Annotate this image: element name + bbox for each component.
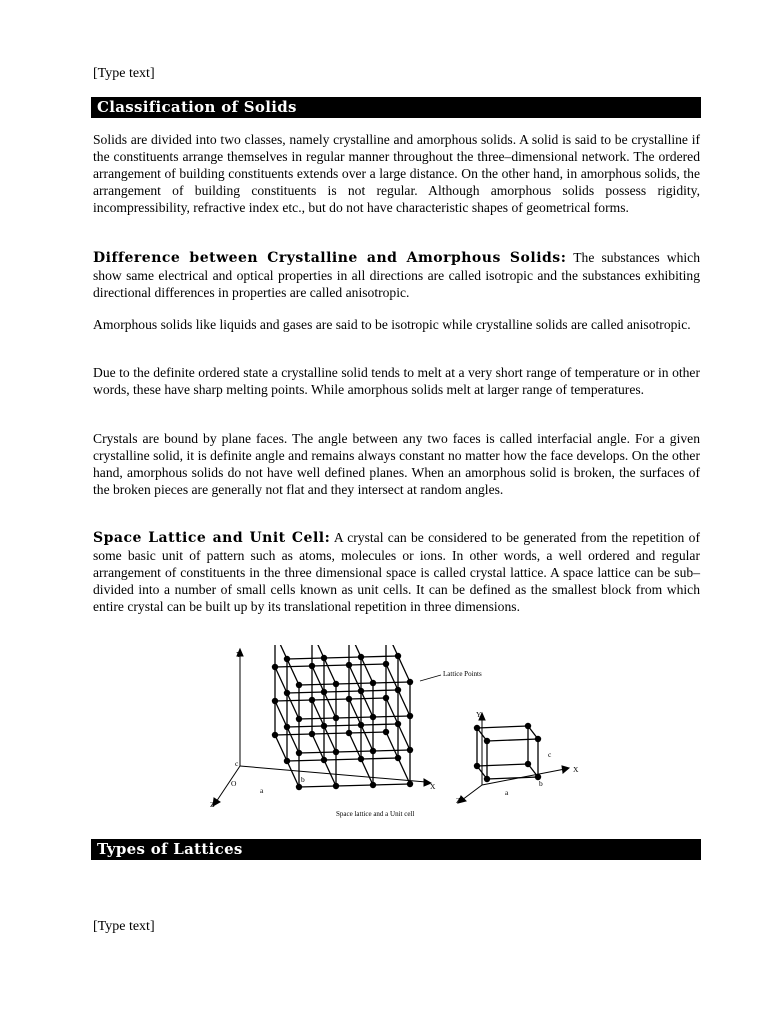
lattice-points-label: Lattice Points xyxy=(443,670,482,678)
lattice-edge xyxy=(336,785,373,786)
lattice-axes xyxy=(213,649,569,806)
lattice-edge xyxy=(349,732,386,733)
left-origin-label: O xyxy=(231,779,237,788)
left-x-label: X xyxy=(430,782,436,791)
paragraph-space-lattice xyxy=(93,529,700,615)
lattice-edge xyxy=(349,699,361,725)
left-y-label: Y xyxy=(236,650,242,659)
lattice-point xyxy=(296,784,302,790)
paragraph-classification: Solids are divided into two classes, namely crystalline and amorphous solids. A solid is said to be crystalline if the constituents arrange themselves in regular manner throughout the three–dimensional network. The ordered arrangement of building constituents extends over a large distance. On the other hand, in amorphous solids, the arrangement of building constituents is not regular. Although amorphous solids possess rigidity, incompressibility, refractive index etc., but do not have characteristic shapes of geometrical forms. xyxy=(93,132,700,215)
lattice-edge xyxy=(299,718,336,719)
paragraph-space-lattice-text: A crystal can be considered to be generated from the repetition of some basic unit of pattern such as atoms, molecules or ions. In other words, a well ordered and regular arrangement of constituents in the three dimensional space is called crystal lattice. A space lattice can be sub–divided into a number of small cells known as unit cells. It can be defined as the smallest block from which entire crystal can be built up by its translational repetition in three dimensions. xyxy=(93,530,700,614)
lattice-point xyxy=(407,747,413,753)
lattice-point xyxy=(272,698,278,704)
lattice-edge xyxy=(275,735,287,761)
lattice-edge xyxy=(361,724,398,725)
lattice-edge xyxy=(361,691,373,717)
lattice-edge xyxy=(386,664,398,690)
lattice-edge xyxy=(287,659,299,685)
lattice-edge xyxy=(386,732,398,758)
lattice-point xyxy=(333,715,339,721)
lattice-edge xyxy=(398,690,410,716)
lattice-point xyxy=(296,716,302,722)
lattice-point xyxy=(346,662,352,668)
section-heading-classification: Classification of Solids xyxy=(91,97,701,118)
lattice-edge xyxy=(275,701,287,727)
paragraph-difference-text: The substances which show same electrical and optical properties in all directions are called isotropic and the substances exhibiting directional differences in properties are called anisotropic. xyxy=(93,250,700,300)
unit-cell-edge xyxy=(477,764,528,766)
lattice-edge xyxy=(287,761,299,787)
lattice-point xyxy=(296,682,302,688)
lattice-edge xyxy=(312,665,349,666)
lattice-point xyxy=(383,695,389,701)
lattice-edge xyxy=(373,784,410,785)
lattice-edge xyxy=(299,752,336,753)
right-a-label: a xyxy=(505,788,509,797)
lattice-point xyxy=(370,680,376,686)
lattice-edge xyxy=(336,717,373,718)
paragraph-difference xyxy=(93,249,700,301)
lattice-point xyxy=(395,755,401,761)
page-footer: [Type text] xyxy=(93,919,155,934)
lattice-edge xyxy=(349,664,386,665)
lattice-point xyxy=(284,758,290,764)
unit-cell-point xyxy=(535,736,541,742)
unit-cell-point xyxy=(525,723,531,729)
unit-cell-point xyxy=(525,761,531,767)
lattice-point xyxy=(272,732,278,738)
lattice-edge xyxy=(299,684,336,685)
unit-cell-edge xyxy=(477,726,528,728)
right-y-label: Y xyxy=(476,710,482,719)
lattice-edge xyxy=(324,725,361,726)
lattice-edge xyxy=(312,700,324,726)
lattice-edge xyxy=(361,656,398,657)
right-x-arrow xyxy=(562,766,569,773)
lattice-figure xyxy=(200,645,600,825)
subheading-space-lattice: Space Lattice and Unit Cell: xyxy=(93,530,331,546)
lattice-edge xyxy=(275,666,312,667)
lattice-edge xyxy=(361,759,373,785)
left-z-label: Z xyxy=(210,800,215,809)
lattice-edge xyxy=(336,683,373,684)
lattice-point xyxy=(383,661,389,667)
lattice-point xyxy=(370,782,376,788)
lattice-edge xyxy=(299,786,336,787)
right-c-label: c xyxy=(548,750,552,759)
unit-cell-point xyxy=(484,738,490,744)
lattice-edge xyxy=(287,658,324,659)
lattice-edge xyxy=(312,666,324,692)
lattice-edge xyxy=(324,691,361,692)
unit-cell-point xyxy=(474,725,480,731)
lattice-edge xyxy=(324,658,336,684)
lattice-edge xyxy=(275,667,287,693)
left-b-label: b xyxy=(301,775,305,784)
lattice-edge xyxy=(349,733,361,759)
lattice-point xyxy=(370,714,376,720)
lattice-point xyxy=(358,688,364,694)
lattice-edge xyxy=(275,700,312,701)
lattice-edge xyxy=(361,657,373,683)
lattice-edge xyxy=(287,760,324,761)
lattice-edge xyxy=(349,698,386,699)
left-a-label: a xyxy=(260,786,264,795)
lattice-edge xyxy=(398,724,410,750)
lattice-edge xyxy=(287,726,324,727)
lattice-point xyxy=(309,697,315,703)
paragraph-melting: Due to the definite ordered state a crystalline solid tends to melt at a very short range of temperature or in other words, these have sharp melting points. While amorphous solids melt at larger range of temperatures. xyxy=(93,365,700,397)
lattice-point xyxy=(321,723,327,729)
right-x-axis xyxy=(482,769,565,785)
lattice-edge xyxy=(373,750,410,751)
lattice-edge xyxy=(361,758,398,759)
lattice-points-leader xyxy=(420,675,441,681)
lattice-point xyxy=(272,664,278,670)
right-z-axis xyxy=(462,785,482,800)
lattice-point xyxy=(321,757,327,763)
lattice-point xyxy=(383,729,389,735)
lattice-edge xyxy=(373,682,410,683)
lattice-point xyxy=(284,690,290,696)
right-z-label: Z xyxy=(456,796,461,805)
lattice-point xyxy=(395,653,401,659)
right-b-label: b xyxy=(539,779,543,788)
lattice-point xyxy=(333,749,339,755)
lattice-point xyxy=(346,730,352,736)
lattice-edge xyxy=(287,727,299,753)
right-x-label: X xyxy=(573,765,579,774)
lattice-point xyxy=(309,731,315,737)
subheading-difference: Difference between Crystalline and Amorphous Solids: xyxy=(93,250,567,266)
lattice-edge xyxy=(324,692,336,718)
lattice-edge xyxy=(312,699,349,700)
lattice-point xyxy=(407,713,413,719)
lattice-point xyxy=(370,748,376,754)
lattice-edge xyxy=(312,734,324,760)
lattice-edge xyxy=(349,665,361,691)
lattice-edge xyxy=(336,751,373,752)
lattice-point xyxy=(395,687,401,693)
unit-cell-point xyxy=(474,763,480,769)
lattice-point xyxy=(296,750,302,756)
unit-cell-edge xyxy=(487,739,538,741)
lattice-edge xyxy=(361,725,373,751)
lattice-point xyxy=(407,679,413,685)
paragraph-interfacial-angle: Crystals are bound by plane faces. The angle between any two faces is called interfacial angle. For a given crystalline solid, it is definite angle and remains always constant no matter how the face develops. On the other hand, amorphous solids do not have well defined planes. When an amorphous solid is broken, the surfaces of the broken pieces are generally not flat and they intersect at random angles. xyxy=(93,431,700,497)
lattice-point xyxy=(407,781,413,787)
lattice-point xyxy=(284,724,290,730)
page-header: [Type text] xyxy=(93,66,155,81)
section-heading-types-of-lattices: Types of Lattices xyxy=(91,839,701,860)
lattice-edge xyxy=(275,734,312,735)
left-c-label: c xyxy=(235,759,239,768)
lattice-point xyxy=(395,721,401,727)
lattice-edge xyxy=(287,693,299,719)
lattice-edge xyxy=(386,698,398,724)
lattice-edge xyxy=(373,716,410,717)
paragraph-isotropic: Amorphous solids like liquids and gases are said to be isotropic while crystalline solids are called anisotropic. xyxy=(93,317,691,332)
lattice-point xyxy=(333,783,339,789)
lattice-point xyxy=(321,689,327,695)
lattice-point xyxy=(284,656,290,662)
lattice-edge xyxy=(324,726,336,752)
lattice-point xyxy=(309,663,315,669)
lattice-edge xyxy=(312,733,349,734)
lattice-point xyxy=(333,681,339,687)
lattice-point xyxy=(346,696,352,702)
lattice-edge xyxy=(398,656,410,682)
lattice-point xyxy=(358,654,364,660)
unit-cell-point xyxy=(484,776,490,782)
lattice-point xyxy=(321,655,327,661)
lattice-point xyxy=(358,722,364,728)
lattice-edge xyxy=(324,759,361,760)
figure-caption: Space lattice and a Unit cell xyxy=(336,810,415,818)
lattice-point xyxy=(358,756,364,762)
lattice-edge xyxy=(287,692,324,693)
lattice-edge xyxy=(361,690,398,691)
lattice-edge xyxy=(324,657,361,658)
